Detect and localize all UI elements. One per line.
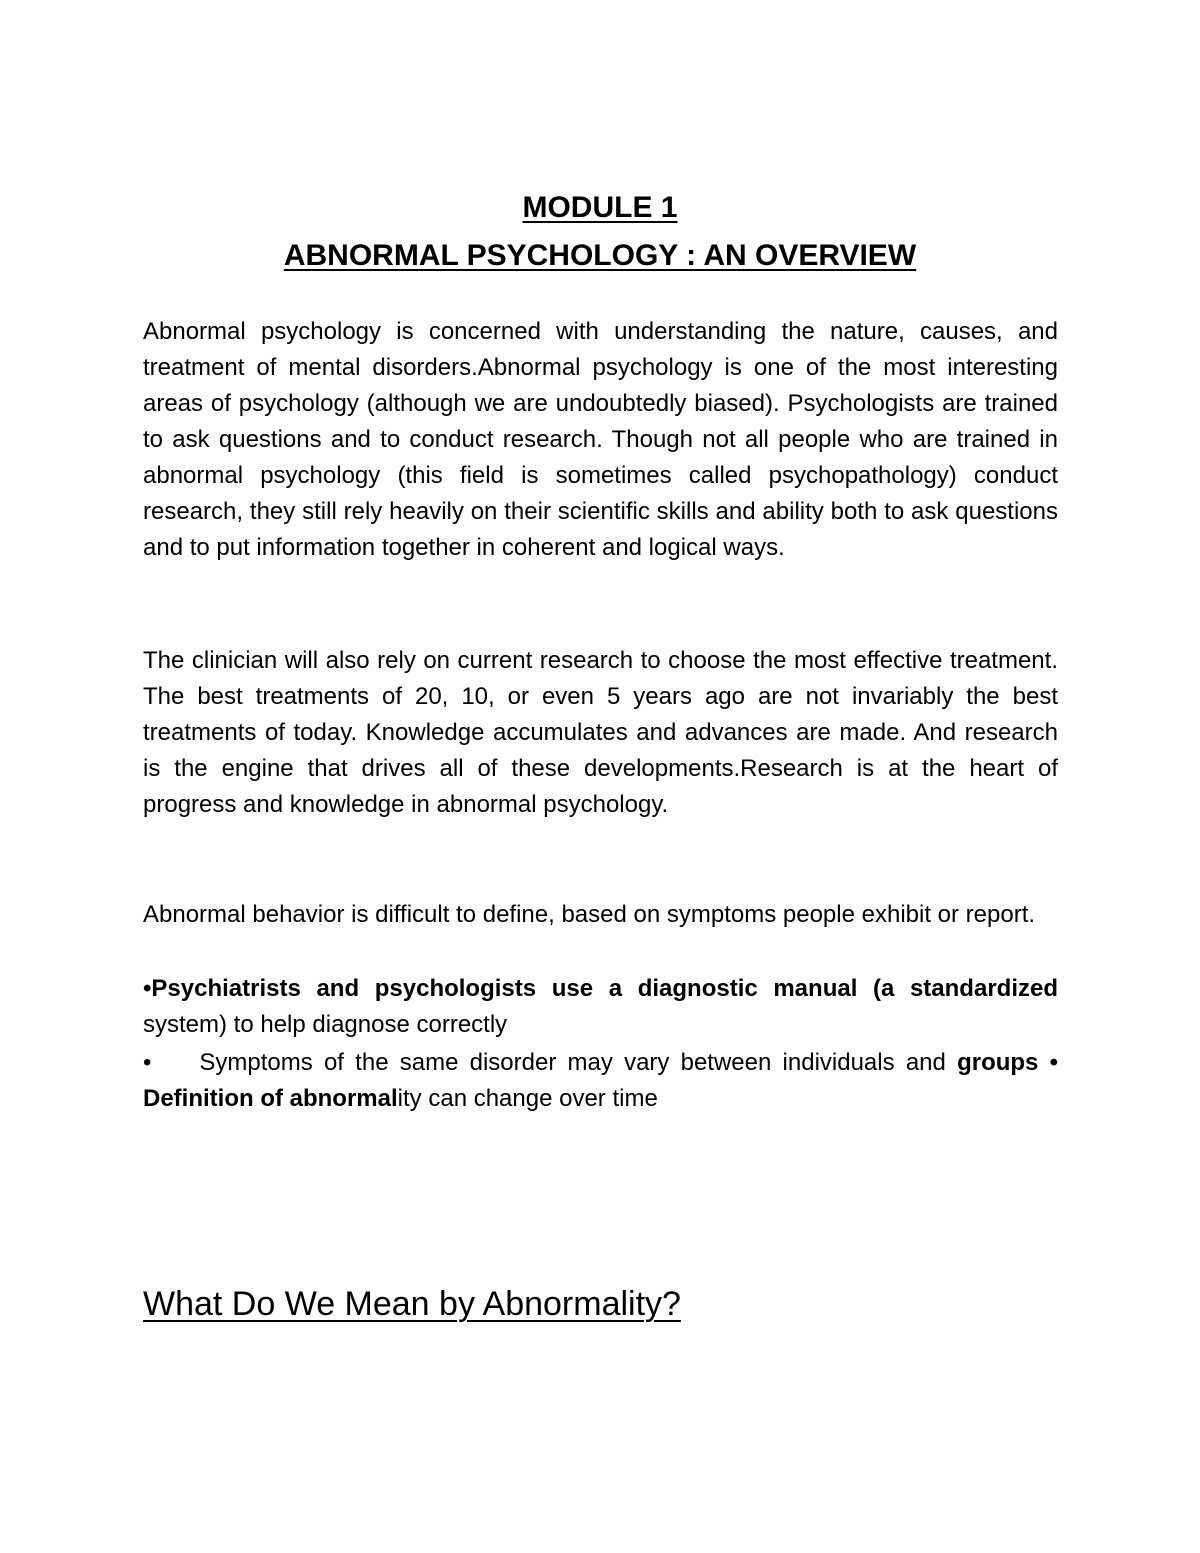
paragraph-abnormal-behavior: Abnormal behavior is difficult to define, based on symptoms people exhibit or report.	[143, 901, 1036, 928]
bullet-definition-bold: groups • Definition of abnormal	[143, 1049, 1058, 1112]
bullet-diagnostic-manual-rest: system) to help diagnose correctly	[143, 1011, 508, 1038]
bullet-diagnostic-manual	[143, 971, 1058, 1043]
bullet-diagnostic-manual-bold: •Psychiatrists and psychologists use a diagnostic manual (a standardized	[143, 975, 1058, 1002]
paragraph-intro: Abnormal psychology is concerned with understanding the nature, causes, and treatment of mental disorders.Abnormal psychology is one of the most interesting areas of psychology (although we are undoubtedly biased). Psychologists are trained to ask questions and to conduct research. Though not all people who are trained in abnormal psychology (this field is sometimes called psychopathology) conduct research, they still rely heavily on their scientific skills and ability both to ask questions and to put information together in coherent and logical ways.	[143, 318, 1058, 561]
section-heading: What Do We Mean by Abnormality?	[143, 1285, 681, 1323]
bullet-symptoms-text: Symptoms of the same disorder may vary between individuals and	[199, 1049, 946, 1076]
main-title: ABNORMAL PSYCHOLOGY : AN OVERVIEW	[283, 239, 917, 272]
paragraph-clinician: The clinician will also rely on current research to choose the most effective treatment. The best treatments of 20, 10, or even 5 years ago are not invariably the best treatments of today. Knowledge accumulates and advances are made. And research is the engine that drives all of these developments.Research is at the heart of progress and knowledge in abnormal psychology.	[143, 647, 1058, 818]
module-title: MODULE 1	[522, 191, 678, 224]
bullet-symptoms	[143, 1045, 1058, 1117]
bullet-marker: •	[143, 1049, 152, 1076]
bullet-definition-rest: ity can change over time	[397, 1085, 658, 1112]
